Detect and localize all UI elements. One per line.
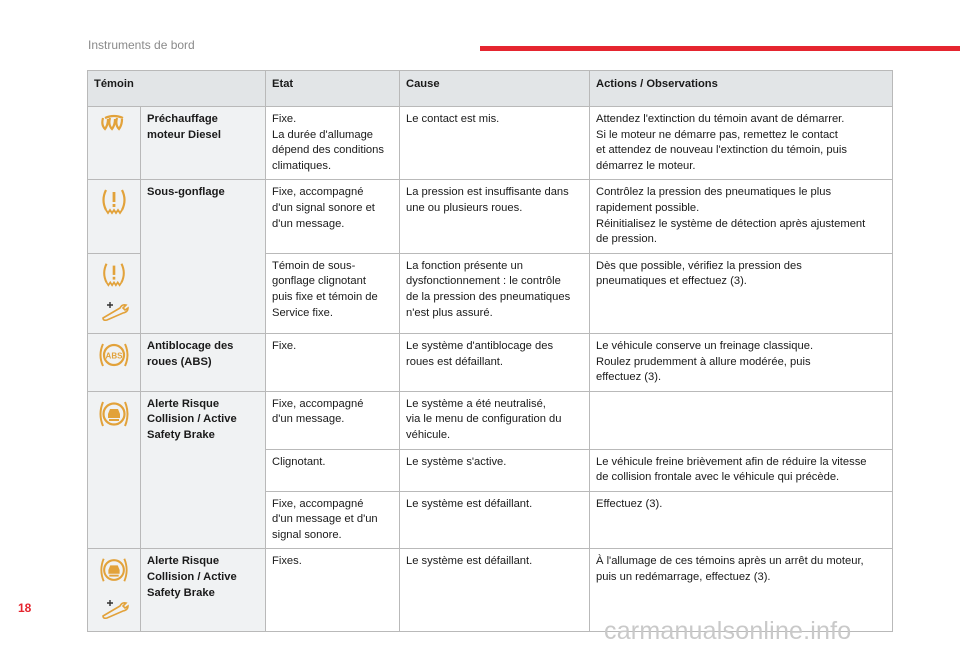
state-cell: Fixe, accompagné d'un signal sonore et d'un message.	[266, 180, 400, 253]
indicator-name: Préchauffage moteur Diesel	[141, 107, 266, 180]
actions-cell: Contrôlez la pression des pneumatiques le plus rapidement possible. Réinitialisez le système de détection après ajustement de pression.	[590, 180, 893, 253]
indicator-cell	[88, 549, 141, 631]
state-cell: Clignotant.	[266, 449, 400, 491]
column-header-temoin: Témoin	[88, 71, 266, 107]
column-header-cause: Cause	[400, 71, 590, 107]
actions-cell: Dès que possible, vérifiez la pression des pneumatiques et effectuez (3).	[590, 253, 893, 333]
indicator-name: Alerte Risque Collision / Active Safety Brake	[141, 549, 266, 631]
indicator-name: Antiblocage des roues (ABS)	[141, 333, 266, 391]
abs-icon	[97, 351, 131, 373]
state-cell: Fixe, accompagné d'un message.	[266, 391, 400, 449]
actions-cell: À l'allumage de ces témoins après un arrêt du moteur, puis un redémarrage, effectuez (3).	[590, 549, 893, 631]
table-row	[88, 180, 893, 253]
tyre-pressure-icon	[99, 207, 129, 219]
column-header-etat: Etat	[266, 71, 400, 107]
table-row	[88, 107, 893, 180]
glow-plug-icon	[99, 126, 129, 138]
cause-cell: Le contact est mis.	[400, 107, 590, 180]
svg-text:ABS: ABS	[105, 351, 123, 361]
table-row	[88, 391, 893, 449]
cause-cell: Le système est défaillant.	[400, 549, 590, 631]
actions-cell	[590, 391, 893, 449]
column-header-actions: Actions / Observations	[590, 71, 893, 107]
warning-lights-table	[87, 70, 893, 632]
state-cell: Fixe, accompagné d'un message et d'un signal sonore.	[266, 491, 400, 549]
actions-cell: Le véhicule freine brièvement afin de réduire la vitesse de collision frontale avec le véhicule qui précède.	[590, 449, 893, 491]
cause-cell: La fonction présente un dysfonctionnement : le contrôle de la pression des pneumatiques n'est plus assuré.	[400, 253, 590, 333]
service-wrench-icon	[98, 597, 130, 625]
cause-cell: Le système est défaillant.	[400, 491, 590, 549]
table-header-row	[88, 71, 893, 107]
state-cell: Fixes.	[266, 549, 400, 631]
indicator-cell	[88, 333, 141, 391]
cause-cell: Le système a été neutralisé, via le menu de configuration du véhicule.	[400, 391, 590, 449]
cause-cell: Le système s'active.	[400, 449, 590, 491]
state-cell: Fixe.	[266, 333, 400, 391]
cause-cell: Le système d'antiblocage des roues est défaillant.	[400, 333, 590, 391]
page-header-title: Instruments de bord	[88, 38, 195, 52]
state-cell: Témoin de sous- gonflage clignotant puis fixe et témoin de Service fixe.	[266, 253, 400, 333]
page-number: 18	[18, 601, 32, 615]
table-row	[88, 333, 893, 391]
cause-cell: La pression est insuffisante dans une ou plusieurs roues.	[400, 180, 590, 253]
indicator-name: Alerte Risque Collision / Active Safety Brake	[141, 391, 266, 549]
state-cell: Fixe. La durée d'allumage dépend des conditions climatiques.	[266, 107, 400, 180]
header-accent-bar	[480, 46, 960, 51]
watermark: carmanualsonline.info	[604, 617, 852, 645]
indicator-name: Sous-gonflage	[141, 180, 266, 334]
indicator-cell	[88, 253, 141, 333]
actions-cell: Effectuez (3).	[590, 491, 893, 549]
indicator-cell	[88, 391, 141, 549]
actions-cell: Attendez l'extinction du témoin avant de démarrer. Si le moteur ne démarre pas, remettez le contact et attendez de nouveau l'extinction du témoin, puis démarrez le moteur.	[590, 107, 893, 180]
collision-alert-icon	[97, 555, 131, 591]
actions-cell: Le véhicule conserve un freinage classique. Roulez prudemment à allure modérée, puis effectuez (3).	[590, 333, 893, 391]
indicator-cell	[88, 180, 141, 253]
collision-alert-icon	[97, 421, 131, 433]
service-wrench-icon	[98, 299, 130, 327]
indicator-cell	[88, 107, 141, 180]
tyre-pressure-icon	[99, 260, 129, 294]
